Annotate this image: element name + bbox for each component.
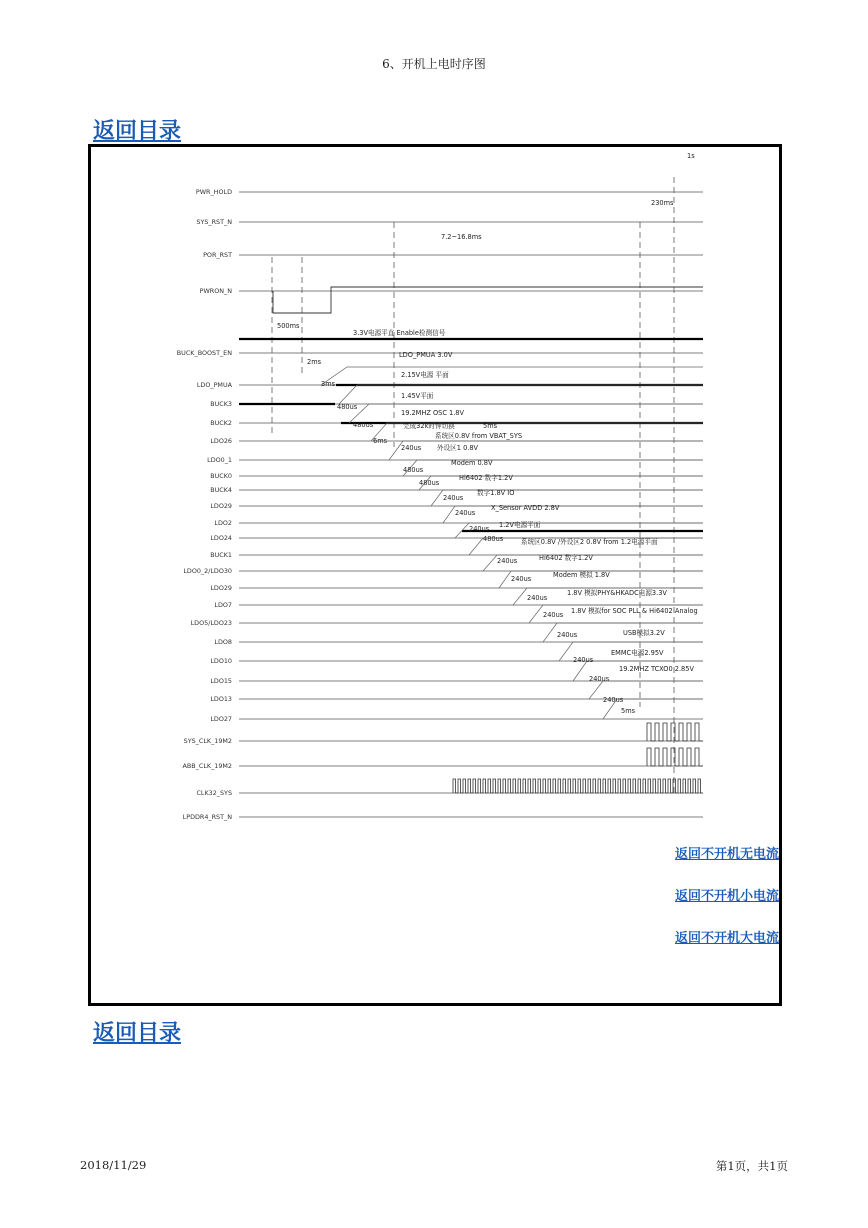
signal-label: BUCK2	[210, 419, 232, 427]
signal-label: BUCK1	[210, 551, 232, 559]
signal-label: LDO29	[210, 584, 232, 592]
timing-annotation-soc: 1.8V 模拟for SOC PLL & Hi6402 Analog	[571, 607, 698, 615]
timing-annotation-emmc: EMMC电源2.95V	[611, 649, 664, 657]
timing-annotation-sys2: 系统区0.8V /外设区2 0.8V from 1.2电源平面	[521, 538, 658, 546]
timing-annotation-t480a: 480us	[337, 403, 358, 411]
timing-annotation-t240f: 240us	[511, 575, 532, 583]
signal-label: BUCK4	[210, 486, 232, 494]
signal-label: LDO24	[210, 534, 232, 542]
timing-annotation-clk32: 完成32k时钟切换	[403, 422, 455, 430]
timing-annotation-ldo_pmua: LDO_PMUA 3.0V	[399, 351, 453, 359]
timing-annotation-t5ms_a: 5ms	[483, 422, 498, 430]
timing-annotation-hi12: Hi6402 数字1.2V	[459, 474, 513, 482]
signal-label: LDO7	[214, 601, 232, 609]
signal-label: LDO8	[214, 638, 232, 646]
footer-page: 第1页，共1页	[715, 1159, 788, 1173]
timing-annotation-phy: 1.8V 模拟PHY&HKADC电源3.3V	[567, 589, 667, 597]
rail-ramp	[403, 460, 703, 476]
signal-label: LDO5/LDO23	[190, 619, 232, 627]
timing-annotation-t480c: 480us	[403, 466, 424, 474]
timing-annotation-t5ms_b: 5ms	[621, 707, 636, 715]
signal-label: LDO27	[210, 715, 232, 723]
back-to-toc-link-bottom[interactable]: 返回目录	[93, 1020, 182, 1046]
timing-annotation-t1s: 1s	[687, 152, 695, 160]
timing-annotation-t240c: 240us	[455, 509, 476, 517]
timing-annotation-tcxo: 19.2MHZ TCXO0 2.85V	[619, 665, 694, 673]
clk32-waveform	[453, 779, 703, 793]
timing-annotation-t240b: 240us	[443, 494, 464, 502]
timing-annotation-t240l: 240us	[603, 696, 624, 704]
timing-annotation-t240a: 240us	[401, 444, 422, 452]
signal-label: PWR_HOLD	[195, 188, 232, 196]
rail-ramp	[339, 385, 703, 404]
timing-annotation-t240j: 240us	[573, 656, 594, 664]
signal-label: LDO10	[210, 657, 232, 665]
timing-annotation-p12: 1.2V电源平面	[499, 521, 541, 529]
timing-annotation-t500ms: 500ms	[277, 322, 300, 330]
back-to-toc-link-top[interactable]: 返回目录	[93, 118, 182, 144]
timing-annotation-ext08: 外设区1 0.8V	[437, 444, 479, 452]
signal-label: LDO26	[210, 437, 232, 445]
timing-annotation-t240d: 240us	[469, 525, 490, 533]
signal-label: LPDDR4_RST_N	[182, 813, 232, 821]
signal-label: BUCK3	[210, 400, 232, 408]
footer-date: 2018/11/29	[80, 1158, 147, 1172]
rail-ramp	[321, 367, 703, 385]
signal-label: CLK32_SYS	[196, 789, 232, 797]
timing-annotation-xsensor: X_Sensor AVDD 2.8V	[491, 504, 560, 512]
signal-label: LDO0_2/LDO30	[183, 567, 232, 575]
timing-annotation-sys08: 系统区0.8V from VBAT_SYS	[435, 432, 523, 440]
signal-label: SYS_RST_N	[196, 218, 232, 226]
link-no-boot-no-current[interactable]: 返回不开机无电流	[674, 847, 779, 862]
signal-label: LDO2	[214, 519, 232, 527]
signal-label: POR_RST	[203, 251, 232, 259]
signal-label: BUCK0	[210, 472, 232, 480]
timing-annotation-t3ms: 3ms	[321, 380, 336, 388]
timing-annotation-t240k: 240us	[589, 675, 610, 683]
timing-annotation-io18: 数字1.8V IO	[477, 489, 515, 497]
signal-label: LDO13	[210, 695, 232, 703]
timing-annotation-usb: USB模拟3.2V	[623, 629, 665, 637]
timing-annotation-t6ms: 6ms	[373, 437, 388, 445]
timing-annotation-buck_boost: 3.3V电源平直 Enable检测信号	[353, 329, 446, 337]
signal-label: ABB_CLK_19M2	[182, 762, 232, 770]
timing-annotation-t230ms: 230ms	[651, 199, 674, 207]
signal-label: LDO_PMUA	[196, 381, 232, 389]
timing-annotation-t2ms: 2ms	[307, 358, 322, 366]
link-no-boot-large-current[interactable]: 返回不开机大电流	[674, 931, 779, 946]
timing-annotation-modem08: Modem 0.8V	[451, 459, 493, 467]
signal-label: LDO15	[210, 677, 232, 685]
timing-annotation-osc: 19.2MHZ OSC 1.8V	[401, 409, 465, 417]
power-on-timing-diagram	[91, 147, 779, 1003]
timing-annotation-modem18: Modem 模拟 1.8V	[553, 571, 610, 579]
timing-diagram-frame	[88, 144, 782, 1006]
timing-annotation-t240e: 240us	[497, 557, 518, 565]
timing-annotation-t480b: 480us	[353, 421, 374, 429]
page-header: 6、开机上电时序图	[382, 57, 486, 71]
sys-clk-waveform	[647, 723, 703, 741]
signal-label: SYS_CLK_19M2	[183, 737, 232, 745]
signal-label: LDO29	[210, 502, 232, 510]
rail-ramp	[431, 490, 703, 506]
timing-annotation-t480e: 480us	[483, 535, 504, 543]
rail-ramp	[443, 506, 703, 523]
abb-clk-waveform	[647, 748, 703, 766]
timing-annotation-t240i: 240us	[557, 631, 578, 639]
timing-annotation-buck2: 1.45V平面	[401, 392, 434, 400]
timing-annotation-t240g: 240us	[527, 594, 548, 602]
timing-annotation-t480d: 480us	[419, 479, 440, 487]
timing-annotation-hi12b: Hi6402 数字1.2V	[539, 554, 593, 562]
timing-annotation-t72: 7.2~16.8ms	[441, 233, 482, 241]
signal-label: PWRON_N	[199, 287, 232, 295]
signal-label: LDO0_1	[207, 456, 232, 464]
signal-label: BUCK_BOOST_EN	[176, 349, 232, 357]
timing-annotation-buck3: 2.15V电源 平面	[401, 371, 449, 379]
link-no-boot-small-current[interactable]: 返回不开机小电流	[674, 889, 779, 904]
timing-annotation-t240h: 240us	[543, 611, 564, 619]
